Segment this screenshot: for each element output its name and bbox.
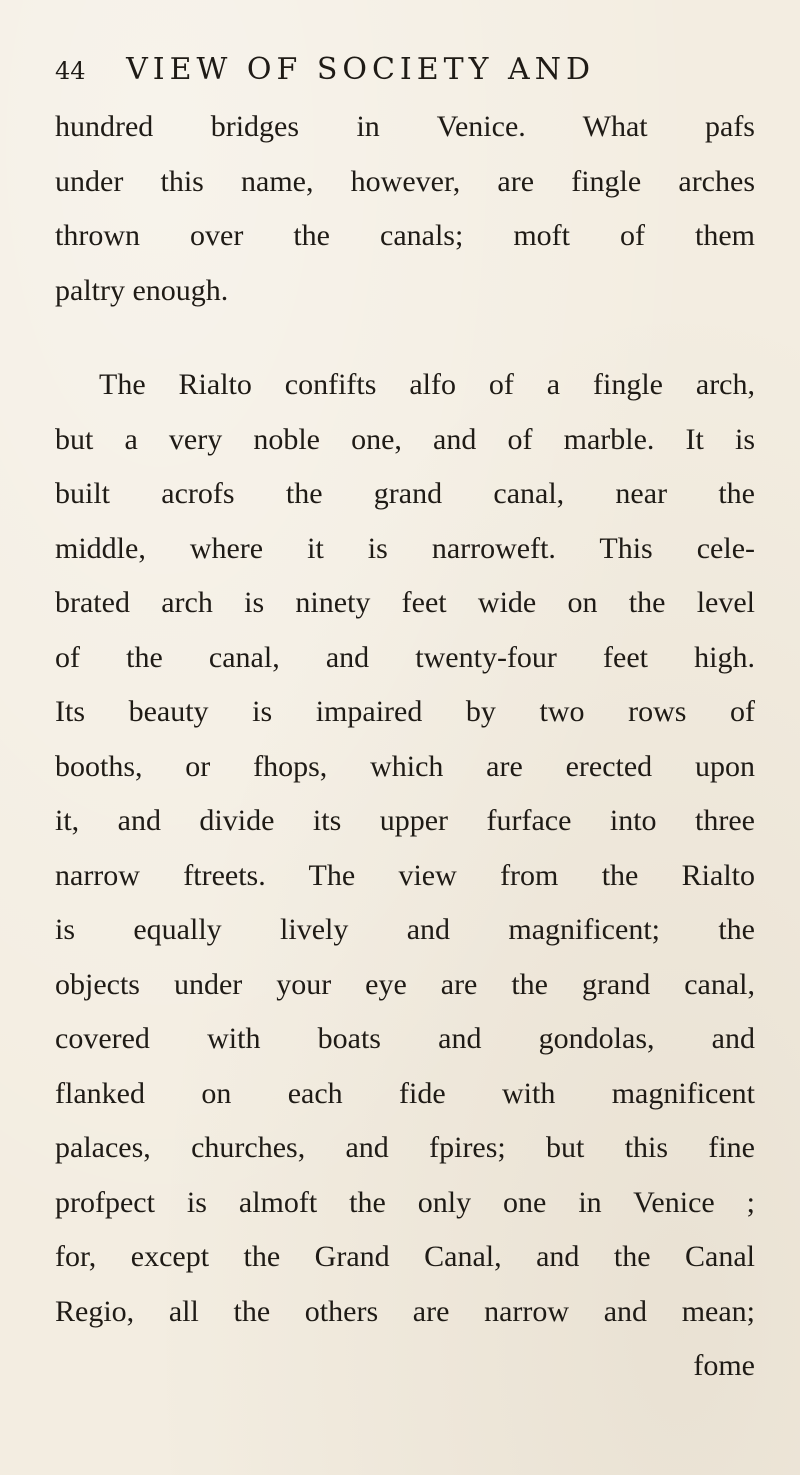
text-line: hundred bridges in Venice. What pafs	[55, 110, 755, 143]
text-line: Regio, all the others are narrow and mean;	[55, 1294, 755, 1328]
running-head: VIEW OF SOCIETY AND	[126, 52, 595, 87]
text-line: is equally lively and magnificent; the	[55, 913, 755, 946]
text-line: narrow ftreets. The view from the Rialto	[55, 858, 755, 892]
text-line: palaces, churches, and fpires; but this fine	[55, 1131, 755, 1164]
body-text	[55, 100, 755, 1394]
text-line: but a very noble one, and of marble. It is	[55, 422, 755, 456]
page-header	[55, 45, 745, 95]
text-line: for, except the Grand Canal, and the Canal	[55, 1240, 755, 1273]
text-line: it, and divide its upper furface into three	[55, 804, 755, 837]
paragraph-1	[55, 100, 755, 318]
page-number: 44	[55, 57, 86, 85]
text-line: under this name, however, are fingle arches	[55, 164, 755, 198]
text-line: thrown over the canals; moft of them	[55, 219, 755, 252]
text-line: The Rialto confifts alfo of a fingle arch,	[99, 368, 755, 401]
text-line: paltry enough.	[55, 273, 229, 307]
text-line: covered with boats and gondolas, and	[55, 1022, 755, 1055]
paragraph-gap	[55, 318, 755, 358]
text-line: flanked on each fide with magnificent	[55, 1076, 755, 1110]
text-line: profpect is almoft the only one in Venice ;	[55, 1185, 755, 1219]
text-line: of the canal, and twenty-four feet high.	[55, 640, 755, 674]
text-line: objects under your eye are the grand canal,	[55, 967, 755, 1001]
text-line: middle, where it is narroweft. This cele-	[55, 531, 755, 565]
text-line: brated arch is ninety feet wide on the level	[55, 586, 755, 619]
text-line: booths, or fhops, which are erected upon	[55, 749, 755, 783]
text-line: built acrofs the grand canal, near the	[55, 477, 755, 510]
paragraph-2	[55, 358, 755, 1339]
text-line: Its beauty is impaired by two rows of	[55, 695, 755, 728]
catchword: fome	[693, 1349, 755, 1382]
